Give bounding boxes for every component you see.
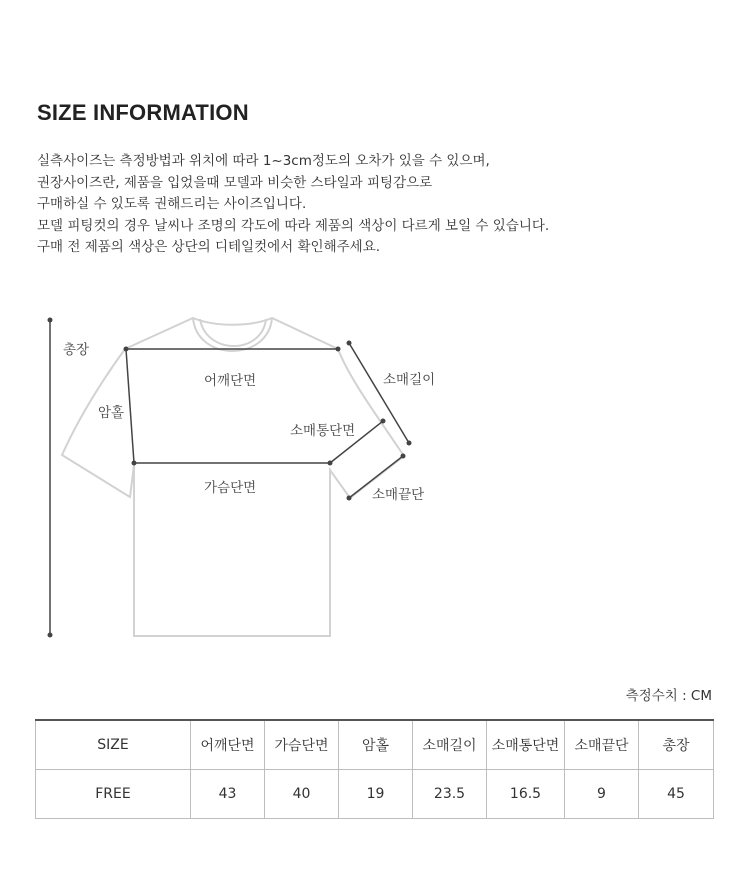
tshirt-measurement-diagram [0, 290, 750, 650]
chest-measure [134, 461, 333, 466]
table-cell: 9 [565, 770, 639, 819]
page-title: SIZE INFORMATION [37, 100, 249, 125]
description-line: 구매하실 수 있도록 권해드리는 사이즈입니다. [37, 196, 307, 212]
table-cell: 19 [339, 770, 413, 819]
table-cell: 43 [191, 770, 265, 819]
description-line: 구매 전 제품의 색상은 상단의 디테일컷에서 확인해주세요. [37, 239, 381, 255]
label-sleeve-width: 소매통단면 [290, 423, 356, 439]
table-cell: 23.5 [413, 770, 487, 819]
table-cell: 40 [265, 770, 339, 819]
armhole-measure [126, 349, 137, 466]
table-cell: 45 [639, 770, 714, 819]
table-header-row [36, 720, 714, 770]
header-cell: 소매통단면 [487, 720, 565, 770]
header-cell: 소매끝단 [565, 720, 639, 770]
sleeve-length-measure [347, 341, 412, 446]
header-cell: 암홀 [339, 720, 413, 770]
total-length-measure [48, 318, 53, 638]
label-sleeve-length: 소매길이 [383, 372, 436, 388]
header-cell: 소매길이 [413, 720, 487, 770]
table-cell: FREE [36, 770, 191, 819]
header-cell: 총장 [639, 720, 714, 770]
label-shoulder: 어깨단면 [204, 373, 257, 389]
description-line: 권장사이즈란, 제품을 입었을때 모델과 비슷한 스타일과 피팅감으로 [37, 174, 433, 191]
label-sleeve-opening: 소매끝단 [372, 487, 425, 503]
description-line: 실측사이즈는 측정방법과 위치에 따라 1~3cm정도의 오차가 있을 수 있으며, [37, 153, 490, 169]
header-cell: 가슴단면 [265, 720, 339, 770]
header-cell: SIZE [36, 720, 191, 770]
header-cell: 어깨단면 [191, 720, 265, 770]
table-row [36, 770, 714, 819]
description-line: 모델 피팅컷의 경우 날씨나 조명의 각도에 따라 제품의 색상이 다르게 보일 수 있습니다. [37, 217, 550, 234]
label-total-length: 총장 [63, 342, 90, 358]
size-description [37, 151, 549, 259]
label-chest: 가슴단면 [204, 480, 257, 496]
unit-label: 측정수치 : CM [625, 688, 712, 704]
size-table [35, 719, 714, 819]
table-cell: 16.5 [487, 770, 565, 819]
label-armhole: 암홀 [98, 405, 125, 421]
